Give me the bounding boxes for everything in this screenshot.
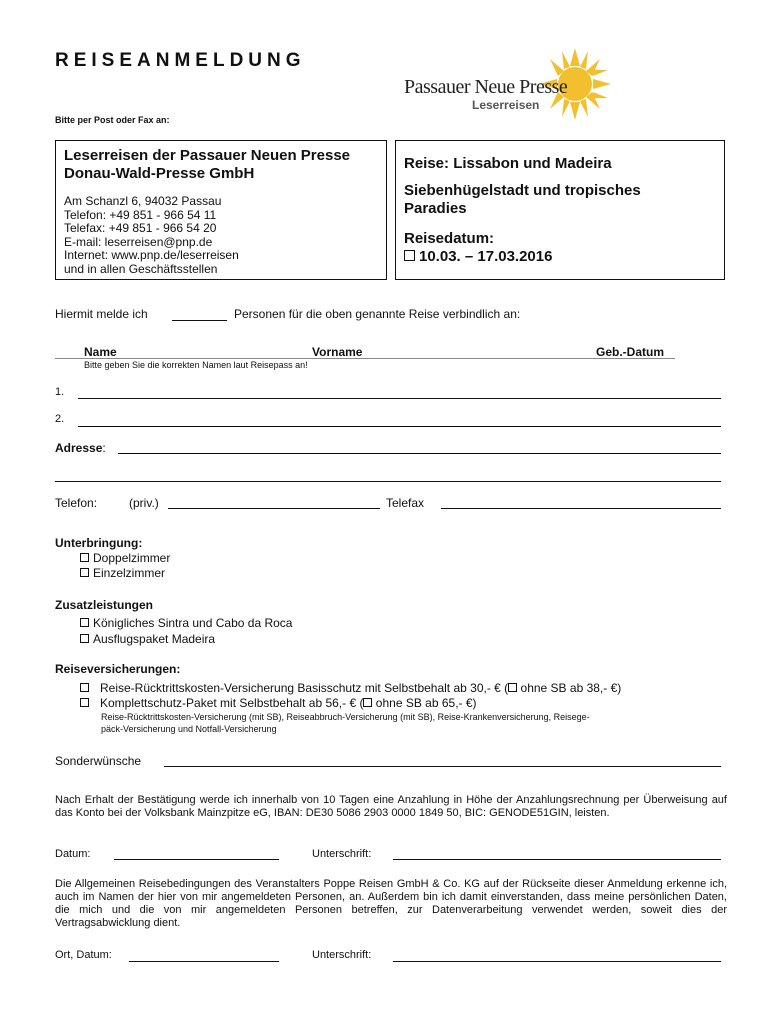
wishes-field[interactable] — [164, 766, 721, 767]
sintra-checkbox[interactable] — [80, 618, 89, 627]
trip-date-value: 10.03. – 17.03.2016 — [419, 248, 553, 265]
registration-post: Personen für die oben genannte Reise verbindlich an: — [234, 307, 521, 321]
fax-label: Telefax — [386, 496, 425, 510]
madeira-label: Ausflugspaket Madeira — [93, 632, 216, 646]
terms-sign-field[interactable] — [393, 961, 721, 962]
col-name: Name — [84, 345, 117, 359]
place-date-field[interactable] — [129, 961, 279, 962]
single-room-label: Einzelzimmer — [93, 566, 166, 580]
phone-field[interactable] — [168, 508, 380, 509]
trip-title: Reise: Lissabon und Madeira — [404, 155, 612, 172]
full-insurance-checkbox[interactable] — [80, 698, 89, 707]
col-birthdate: Geb.-Datum — [596, 345, 665, 359]
row-1-number: 1. — [55, 386, 65, 398]
full-no-deductible-label: ohne SB ab 65,- €) — [372, 696, 477, 710]
address-field-1[interactable] — [118, 453, 721, 454]
organizer-internet: Internet: www.pnp.de/leserreisen — [64, 248, 239, 262]
sintra-label: Königliches Sintra und Cabo da Roca — [93, 616, 293, 630]
double-room-checkbox[interactable] — [80, 553, 89, 562]
organizer-fax: Telefax: +49 851 - 966 54 20 — [64, 221, 217, 235]
registration-pre: Hiermit melde ich — [55, 307, 148, 321]
insurance-note-1: Reise-Rücktrittskosten-Versicherung (mit SB), Reiseabbruch-Versicherung (mit SB), Reise-Krankenversicherung, Reisege- — [101, 712, 590, 722]
trip-subtitle-2: Paradies — [404, 200, 467, 217]
page-title: REISEANMELDUNG — [55, 50, 306, 71]
payment-date-field[interactable] — [114, 859, 279, 860]
basic-insurance-checkbox[interactable] — [80, 683, 89, 692]
trip-box — [395, 140, 725, 280]
payment-sign-label: Unterschrift: — [312, 848, 372, 860]
place-date-label: Ort, Datum: — [55, 949, 112, 961]
organizer-line1: Leserreisen der Passauer Neuen Presse — [64, 147, 351, 164]
terms-text: Die Allgemeinen Reisebedingungen des Veranstalters Poppe Reisen GmbH & Co. KG auf der Rückseite dieser Anmeldung erkenne ich, auch im Namen der hier von mir angemeldeten Personen, an. Außerdem bin ich damit einverstanden, dass meine persönlichen Daten, die mich und die von mir angemeldeten Personen betreffen, zur Datenverarbeitung verwendet werden, soweit dies der Vertragsabwicklung dient. — [55, 878, 727, 929]
phone-label: Telefon: — [55, 496, 98, 510]
logo-name: Passauer Neue Presse — [404, 76, 568, 98]
trip-date-label: Reisedatum: — [404, 230, 495, 247]
fax-field[interactable] — [441, 508, 721, 509]
traveler-1-field[interactable] — [78, 398, 721, 399]
pnp-logo — [400, 48, 620, 120]
payment-text: Nach Erhalt der Bestätigung werde ich innerhalb von 10 Tagen eine Anzahlung in Höhe der Anzahlungsrechnung per Überweisung auf das Konto bei der Volksbank Mainzpitze eG, IBAN: DE30 5086 2903 0000 1849 50, BIC: GENODE51GIN, leisten. — [55, 794, 727, 819]
row-2-number: 2. — [55, 413, 65, 425]
col-vorname: Vorname — [312, 345, 363, 359]
send-to-label: Bitte per Post oder Fax an: — [55, 115, 170, 125]
insurance-note-2: päck-Versicherung und Notfall-Versicherung — [101, 724, 277, 734]
address-label: Adresse — [55, 441, 103, 455]
single-room-checkbox[interactable] — [80, 568, 89, 577]
basic-no-deductible-checkbox[interactable] — [508, 683, 517, 692]
organizer-address: Am Schanzl 6, 94032 Passau — [64, 194, 222, 208]
address-colon: : — [102, 441, 106, 455]
address-field-2[interactable] — [55, 481, 721, 482]
trip-date-checkbox[interactable] — [404, 250, 415, 261]
basic-insurance-label: Reise-Rücktrittskosten-Versicherung Basisschutz mit Selbstbehalt ab 30,- € ( — [100, 681, 509, 695]
insurance-heading: Reiseversicherungen: — [55, 662, 181, 676]
payment-sign-field[interactable] — [393, 859, 721, 860]
basic-no-deductible-label: ohne SB ab 38,- €) — [517, 681, 622, 695]
traveler-2-field[interactable] — [78, 426, 721, 427]
person-count-field[interactable] — [172, 320, 227, 321]
organizer-email: E-mail: leserreisen@pnp.de — [64, 234, 213, 249]
phone-priv-label: (priv.) — [129, 496, 159, 510]
organizer-branches: und in allen Geschäftsstellen — [64, 261, 218, 276]
terms-sign-label: Unterschrift: — [312, 949, 372, 961]
passport-hint: Bitte geben Sie die korrekten Namen laut Reisepass an! — [84, 360, 308, 370]
full-insurance-label: Komplettschutz-Paket mit Selbstbehalt ab 56,- € ( — [100, 696, 364, 710]
madeira-checkbox[interactable] — [80, 634, 89, 643]
trip-subtitle-1: Siebenhügelstadt und tropisches — [404, 182, 641, 199]
logo-subtitle: Leserreisen — [472, 98, 540, 112]
accommodation-heading: Unterbringung: — [55, 536, 143, 550]
table-header-rule — [55, 358, 675, 359]
organizer-phone: Telefon: +49 851 - 966 54 11 — [64, 207, 217, 222]
double-room-label: Doppelzimmer — [93, 551, 171, 565]
payment-date-label: Datum: — [55, 848, 91, 860]
organizer-box — [55, 140, 387, 280]
extras-heading: Zusatzleistungen — [55, 598, 154, 612]
organizer-line2: Donau-Wald-Presse GmbH — [64, 165, 255, 182]
wishes-label: Sonderwünsche — [55, 754, 142, 768]
